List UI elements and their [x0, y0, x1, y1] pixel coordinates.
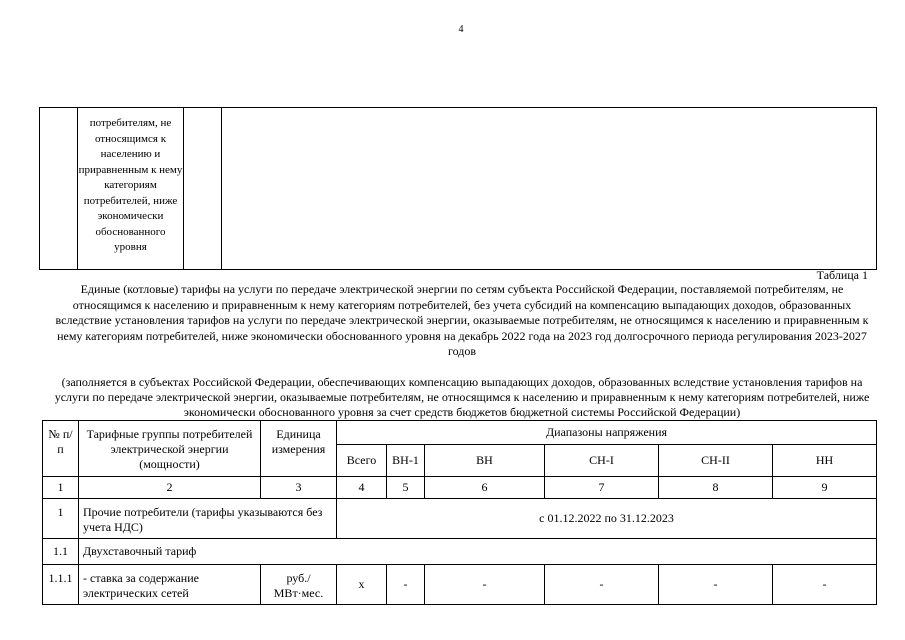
- fragment-text: потребителям, не относящимся к населению и приравненным к нему категориям потребителей, ниже экономически обоснованного уровня: [78, 117, 183, 253]
- page-number: 4: [458, 24, 464, 35]
- table-title: Единые (котловые) тарифы на услуги по передаче электрической энергии по сетям субъекта Российской Федерации, поставляемой потребителям, не относящимся к населению и приравненным к нему категориям потребителей, без учета субсидий на компенсацию выпадающих доходов, образованных вследствие установления тарифов на услуги по передаче электрической энергии, оказываемые потребителям, не относящимся к населению и приравненным к нему категориям потребителей, ниже экономически обоснованного уровня на декабрь 2022 года на 2023 год долгосрочного периода регулирования 2023-2027 годов: [55, 282, 869, 358]
- column-number: 8: [659, 477, 773, 499]
- column-number: 1: [43, 477, 79, 499]
- row-value-sn1: -: [545, 565, 659, 605]
- column-number: 4: [337, 477, 387, 499]
- column-number: 6: [425, 477, 545, 499]
- row-name: - ставка за содержание электрических сетей: [79, 565, 261, 605]
- column-number: 3: [261, 477, 337, 499]
- fragment-cell-values: [222, 108, 877, 270]
- column-number: 7: [545, 477, 659, 499]
- row-num: 1.1: [43, 539, 79, 565]
- row-value-total: х: [337, 565, 387, 605]
- subheader-sn2: СН-II: [659, 445, 773, 477]
- continued-table-fragment: [39, 107, 877, 270]
- column-number: 9: [773, 477, 877, 499]
- subheader-total: Всего: [337, 445, 387, 477]
- row-name: Прочие потребители (тарифы указываются без учета НДС): [79, 499, 337, 539]
- row-num: 1: [43, 499, 79, 539]
- subheader-sn1: СН-I: [545, 445, 659, 477]
- subheader-vn: ВН: [425, 445, 545, 477]
- table-note: (заполняется в субъектах Российской Федерации, обеспечивающих компенсацию выпадающих доходов, образованных вследствие установления тарифов на услуги по передаче электрической энергии, оказываемые потребителям, не относящимся к населению и приравненным к нему категориям потребителей, ниже экономически обоснованного уровня за счет средств бюджетов бюджетной системы Российской Федерации): [54, 375, 870, 419]
- row-period: с 01.12.2022 по 31.12.2023: [337, 499, 877, 539]
- header-num: № п/п: [43, 421, 79, 477]
- column-number: 5: [387, 477, 425, 499]
- column-number: 2: [79, 477, 261, 499]
- fragment-cell-unit: [184, 108, 222, 270]
- table-label: Таблица 1: [816, 268, 868, 282]
- header-unit: Единица измерения: [261, 421, 337, 477]
- fragment-cell-name: [78, 108, 184, 270]
- row-name: Двухставочный тариф: [79, 539, 877, 565]
- header-voltage-ranges: Диапазоны напряжения: [337, 421, 877, 445]
- row-value-vn: -: [425, 565, 545, 605]
- row-unit: руб./МВт·мес.: [261, 565, 337, 605]
- subheader-vn1: ВН-1: [387, 445, 425, 477]
- row-value-vn1: -: [387, 565, 425, 605]
- tariff-table: [42, 420, 877, 605]
- header-group: Тарифные группы потребителей электрической энергии (мощности): [79, 421, 261, 477]
- row-num: 1.1.1: [43, 565, 79, 605]
- row-value-sn2: -: [659, 565, 773, 605]
- row-value-nn: -: [773, 565, 877, 605]
- subheader-nn: НН: [773, 445, 877, 477]
- fragment-cell-num: [40, 108, 78, 270]
